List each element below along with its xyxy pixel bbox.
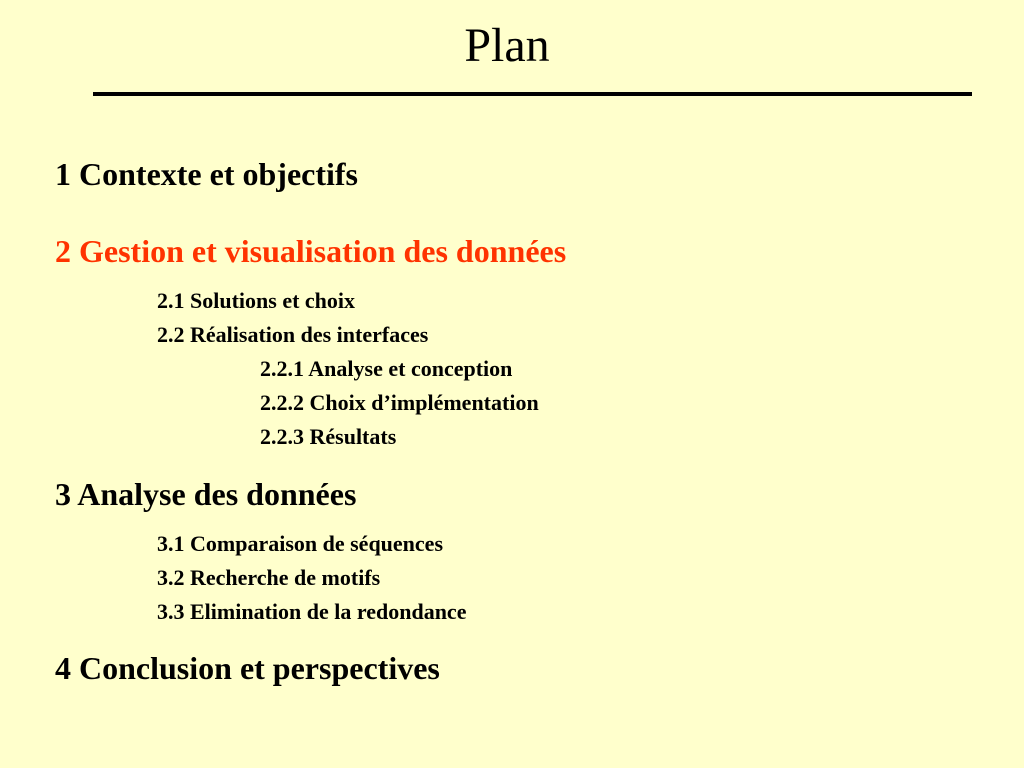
section-2-heading: 2 Gestion et visualisation des données xyxy=(55,233,567,269)
section-4-heading: 4 Conclusion et perspectives xyxy=(55,650,440,686)
subsection-3-3: 3.3 Elimination de la redondance xyxy=(157,599,467,624)
subsection-2-2-3: 2.2.3 Résultats xyxy=(260,424,397,449)
subsection-2-2-1: 2.2.1 Analyse et conception xyxy=(260,356,513,381)
title-divider xyxy=(93,92,972,96)
subsection-2-2-2: 2.2.2 Choix d’implémentation xyxy=(260,390,539,415)
subsection-2-2: 2.2 Réalisation des interfaces xyxy=(157,322,429,347)
subsection-2-1: 2.1 Solutions et choix xyxy=(157,288,356,313)
subsection-3-2: 3.2 Recherche de motifs xyxy=(157,565,381,590)
subsection-3-1: 3.1 Comparaison de séquences xyxy=(157,531,444,556)
section-3-heading: 3 Analyse des données xyxy=(55,476,357,512)
section-1-heading: 1 Contexte et objectifs xyxy=(55,156,358,192)
slide-title: Plan xyxy=(464,19,550,72)
